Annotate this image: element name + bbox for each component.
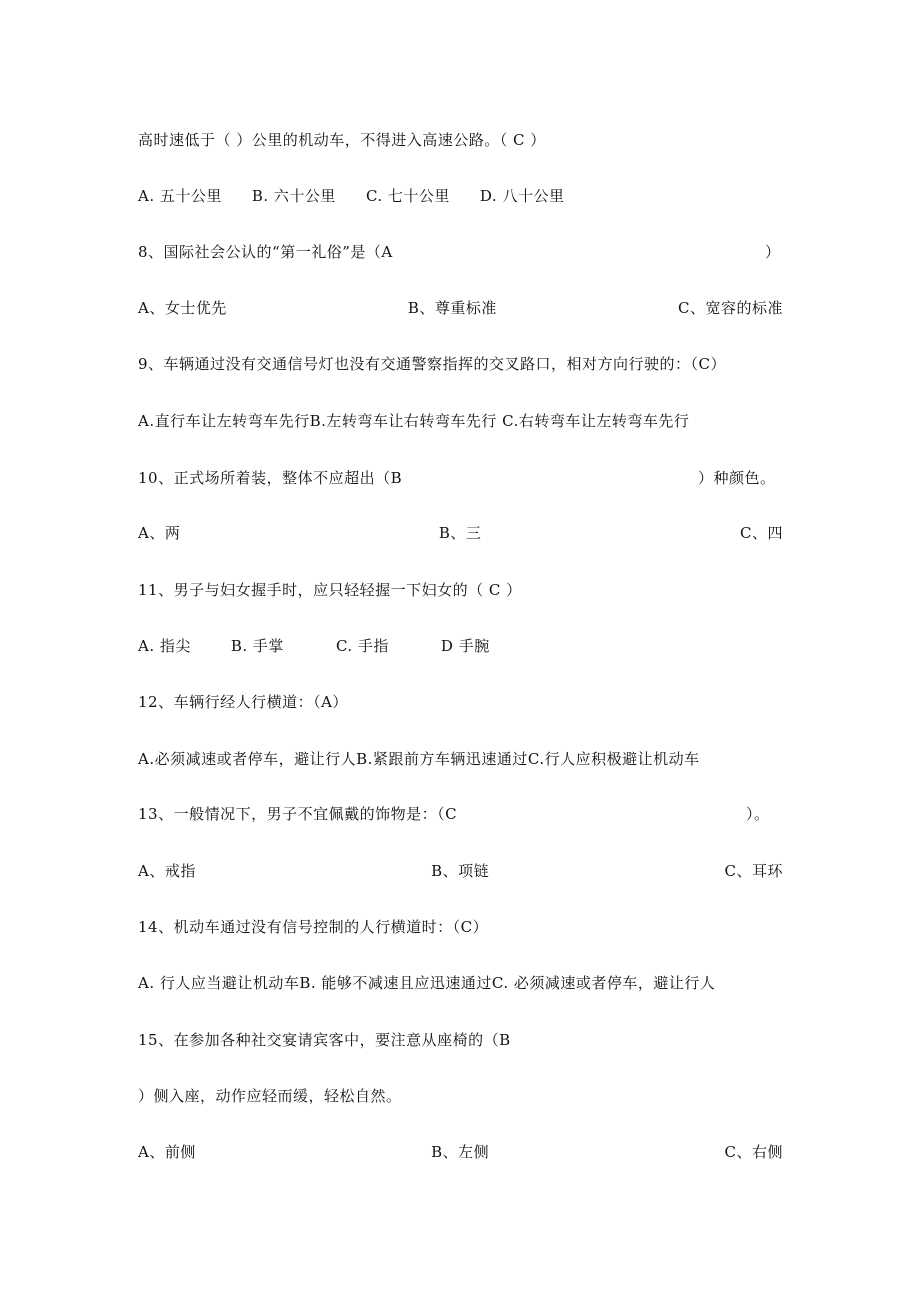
option-a: A. 指尖 <box>138 637 191 655</box>
question-12-stem: 12、车辆行经人行横道：（A） <box>138 693 348 711</box>
option-b: B、三 <box>438 524 482 542</box>
question-15-stem: 15、在参加各种社交宴请宾客中，要注意从座椅的（B <box>138 1031 511 1049</box>
option-b: B. 六十公里 <box>251 187 336 205</box>
option-c: C、宽容的标准 <box>678 299 783 317</box>
question-9-stem: 9、车辆通过没有交通信号灯也没有交通警察指挥的交叉路口，相对方向行驶的：（C） <box>138 355 727 373</box>
option-d: D 手腕 <box>440 637 490 655</box>
question-10-stem <box>138 466 783 490</box>
question-15-stem-continued: ）侧入座，动作应轻而缓，轻松自然。 <box>138 1087 402 1105</box>
question-10-options <box>138 521 783 545</box>
question-7-stem: 高时速低于（ ）公里的机动车，不得进入高速公路。（ C ） <box>138 131 546 149</box>
option-a: A、两 <box>138 524 181 542</box>
question-11-stem: 11、男子与妇女握手时，应只轻轻握一下妇女的（ C ） <box>138 581 522 599</box>
option-c: C. 手指 <box>335 637 389 655</box>
option-a: A、女士优先 <box>138 299 227 317</box>
option-a: A、前侧 <box>138 1143 196 1161</box>
question-12-options: A.必须减速或者停车，避让行人B.紧跟前方车辆迅速通过C.行人应积极避让机动车 <box>138 750 700 768</box>
question-8-stem <box>138 240 783 264</box>
question-14-options: A. 行人应当避让机动车B. 能够不减速且应迅速通过C. 必须减速或者停车，避让行人 <box>138 974 716 992</box>
option-a: A. 五十公里 <box>138 187 222 205</box>
option-a: A、戒指 <box>138 862 196 880</box>
question-13-close-paren: ）。 <box>746 805 770 823</box>
question-7-options <box>138 184 783 208</box>
question-10-close-paren: ）种颜色。 <box>698 469 776 487</box>
question-8-close-paren: ） <box>765 243 781 261</box>
option-b: B、尊重标准 <box>407 299 497 317</box>
option-b: B、左侧 <box>431 1143 490 1161</box>
option-b: B. 手掌 <box>230 637 284 655</box>
question-14-stem: 14、机动车通过没有信号控制的人行横道时：（C） <box>138 918 489 936</box>
option-c: C、四 <box>740 524 783 542</box>
option-c: C、右侧 <box>724 1143 783 1161</box>
question-11-options <box>138 634 783 658</box>
option-c: C. 七十公里 <box>365 187 450 205</box>
question-13-options <box>138 859 783 883</box>
question-8-options <box>138 296 783 320</box>
option-d: D. 八十公里 <box>479 187 565 205</box>
option-b: B、项链 <box>431 862 490 880</box>
question-10-text: 10、正式场所着装，整体不应超出（B <box>138 469 403 487</box>
option-c: C、耳环 <box>724 862 783 880</box>
question-8-text: 8、国际社会公认的“第一礼俗”是（A <box>138 243 393 261</box>
question-13-stem <box>138 802 783 826</box>
question-9-options: A.直行车让左转弯车先行B.左转弯车让右转弯车先行 C.右转弯车让左转弯车先行 <box>138 412 690 430</box>
question-13-text: 13、一般情况下，男子不宜佩戴的饰物是：（C <box>138 805 458 823</box>
question-15-options <box>138 1140 783 1164</box>
